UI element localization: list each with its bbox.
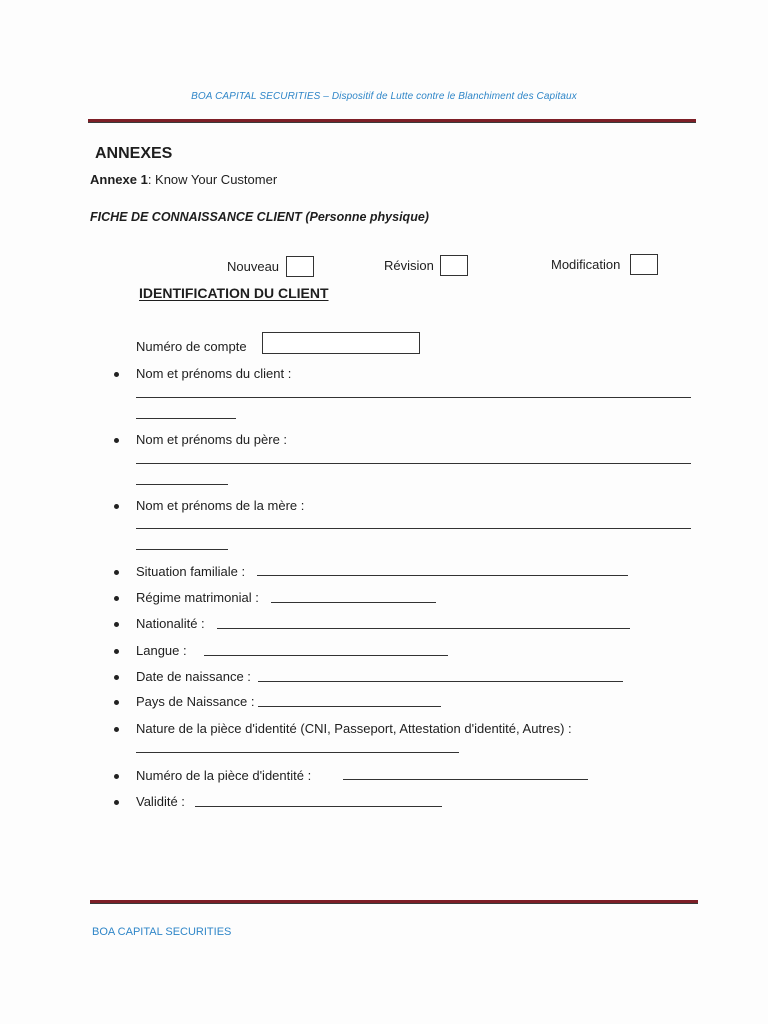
checkbox-revision-label: Révision (384, 258, 434, 273)
marital-status-field[interactable] (257, 575, 628, 576)
client-name-field[interactable] (136, 397, 691, 398)
page-title: ANNEXES (95, 145, 173, 162)
father-name-field-continued[interactable] (136, 484, 228, 485)
account-number-label: Numéro de compte (136, 339, 247, 354)
client-name-field-continued[interactable] (136, 418, 236, 419)
annex-label: Annexe 1 (90, 172, 148, 187)
checkbox-modification-label: Modification (551, 257, 621, 272)
father-name-label: Nom et prénoms du père : (136, 432, 288, 447)
id-number-label: Numéro de la pièce d'identité : (136, 768, 312, 783)
form-title (90, 210, 429, 224)
birth-date-label: Date de naissance : (136, 669, 251, 684)
bullet-icon (114, 700, 119, 705)
annex-subtitle (90, 172, 277, 187)
mother-name-label: Nom et prénoms de la mère : (136, 498, 305, 513)
form-title-sub: (Personne physique) (305, 210, 429, 224)
bullet-icon (114, 372, 119, 377)
nationality-label: Nationalité : (136, 616, 205, 631)
validity-field[interactable] (195, 806, 442, 807)
bullet-icon (114, 570, 119, 575)
matrimonial-regime-label: Régime matrimonial : (136, 590, 259, 605)
checkbox-revision[interactable] (440, 255, 468, 276)
mother-name-field-continued[interactable] (136, 549, 228, 550)
bullet-icon (114, 675, 119, 680)
page-footer: BOA CAPITAL SECURITIES (92, 926, 232, 938)
nationality-field[interactable] (217, 628, 630, 629)
form-title-main: FICHE DE CONNAISSANCE CLIENT (90, 210, 302, 224)
father-name-field[interactable] (136, 463, 691, 464)
bullet-icon (114, 504, 119, 509)
validity-label: Validité : (136, 794, 185, 809)
client-name-label: Nom et prénoms du client : (136, 366, 292, 381)
bullet-icon (114, 800, 119, 805)
mother-name-field[interactable] (136, 528, 691, 529)
checkbox-nouveau-label: Nouveau (227, 259, 280, 274)
bullet-icon (114, 438, 119, 443)
id-type-label: Nature de la pièce d'identité (CNI, Passeport, Attestation d'identité, Autres) : (136, 721, 572, 736)
bullet-icon (114, 727, 119, 732)
id-number-field[interactable] (343, 779, 588, 780)
checkbox-nouveau[interactable] (286, 256, 314, 277)
language-field[interactable] (204, 655, 448, 656)
birth-date-field[interactable] (258, 681, 623, 682)
page-header: BOA CAPITAL SECURITIES – Dispositif de Lutte contre le Blanchiment des Capitaux (191, 91, 577, 102)
annex-text: : Know Your Customer (147, 172, 278, 187)
bullet-icon (114, 596, 119, 601)
section-heading: IDENTIFICATION DU CLIENT (139, 285, 329, 301)
bullet-icon (114, 774, 119, 779)
bullet-icon (114, 649, 119, 654)
id-type-field[interactable] (136, 752, 459, 753)
footer-divider (90, 900, 698, 904)
marital-status-label: Situation familiale : (136, 564, 246, 579)
matrimonial-regime-field[interactable] (271, 602, 436, 603)
bullet-icon (114, 622, 119, 627)
language-label: Langue : (136, 643, 187, 658)
account-number-field[interactable] (262, 332, 420, 354)
checkbox-modification[interactable] (630, 254, 658, 275)
birth-country-label: Pays de Naissance : (136, 694, 255, 709)
birth-country-field[interactable] (258, 706, 441, 707)
header-divider (88, 119, 696, 123)
